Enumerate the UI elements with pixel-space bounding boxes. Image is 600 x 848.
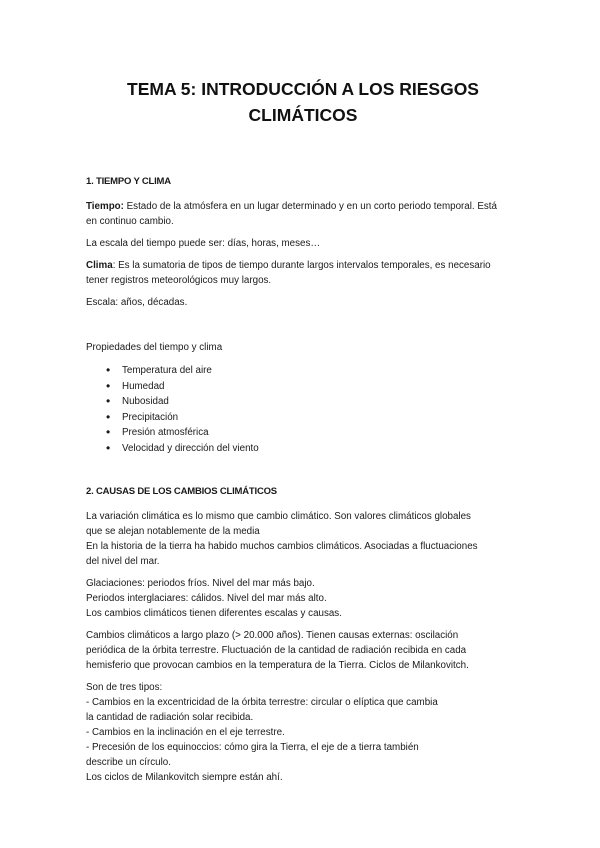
paragraph-line: - Cambios en la excentricidad de la órbita terrestre: circular o elíptica que cambia xyxy=(86,697,438,708)
escala-tiempo: La escala del tiempo puede ser: días, horas, meses… xyxy=(86,238,321,249)
paragraph-largo-plazo xyxy=(86,628,520,673)
section-heading-causas: 2. CAUSAS DE LOS CAMBIOS CLIMÁTICOS xyxy=(86,486,277,497)
list-item: • Precipitación xyxy=(106,410,520,426)
paragraph-line: Glaciaciones: periodos fríos. Nivel del mar más bajo. xyxy=(86,578,315,589)
clima-definition-text-2: tener registros meteorológicos muy largos. xyxy=(86,275,272,286)
paragraph-line: Periodos interglaciares: cálidos. Nivel del mar más alto. xyxy=(86,593,327,604)
properties-list xyxy=(86,363,520,456)
list-item: • Velocidad y dirección del viento xyxy=(106,441,520,457)
paragraph-line: - Precesión de los equinoccios: cómo gira la Tierra, el eje de a tierra también xyxy=(86,742,419,753)
section-heading-tiempo-clima: 1. TIEMPO Y CLIMA xyxy=(86,176,171,187)
clima-definition-text-1: : Es la sumatoria de tipos de tiempo durante largos intervalos temporales, es necesario xyxy=(112,260,491,271)
paragraph-line: Son de tres tipos: xyxy=(86,682,163,693)
page-title-line-2: CLIMÁTICOS xyxy=(248,105,358,125)
paragraph-tipos xyxy=(86,680,520,785)
paragraph-line: del nivel del mar. xyxy=(86,556,160,567)
paragraph-line: que se alejan notablemente de la media xyxy=(86,526,260,537)
tiempo-term: Tiempo: xyxy=(86,201,124,212)
properties-intro: Propiedades del tiempo y clima xyxy=(86,342,223,353)
list-item: • Presión atmosférica xyxy=(106,425,520,441)
paragraph-line: hemisferio que provocan cambios en la temperatura de la Tierra. Ciclos de Milankovitch. xyxy=(86,660,469,671)
tiempo-definition xyxy=(86,199,520,214)
tiempo-definition-text-1: Estado de la atmósfera en un lugar determinado y en un corto periodo temporal. Está xyxy=(123,201,497,212)
paragraph-line: la cantidad de radiación solar recibida. xyxy=(86,712,254,723)
tiempo-definition-text-2: en continuo cambio. xyxy=(86,216,174,227)
clima-term: Clima xyxy=(86,260,113,271)
paragraph-variacion xyxy=(86,509,520,569)
clima-definition xyxy=(86,258,520,273)
paragraph-line: Cambios climáticos a largo plazo (> 20.000 años). Tienen causas externas: oscilación xyxy=(86,630,459,641)
list-item: • Humedad xyxy=(106,379,520,395)
list-item: • Nubosidad xyxy=(106,394,520,410)
page-title-line-1: TEMA 5: INTRODUCCIÓN A LOS RIESGOS xyxy=(127,79,479,99)
list-item: • Temperatura del aire xyxy=(106,363,520,379)
page-title xyxy=(86,76,520,128)
paragraph-line: describe un círculo. xyxy=(86,757,171,768)
paragraph-line: periódica de la órbita terrestre. Fluctuación de la cantidad de radiación recibida en cada xyxy=(86,645,467,656)
paragraph-line: Los ciclos de Milankovitch siempre están ahí. xyxy=(86,772,283,783)
paragraph-line: - Cambios en la inclinación en el eje terrestre. xyxy=(86,727,285,738)
escala-clima: Escala: años, décadas. xyxy=(86,297,188,308)
paragraph-line: En la historia de la tierra ha habido muchos cambios climáticos. Asociadas a fluctuaciones xyxy=(86,541,478,552)
paragraph-line: Los cambios climáticos tienen diferentes escalas y causas. xyxy=(86,608,342,619)
paragraph-line: La variación climática es lo mismo que cambio climático. Son valores climáticos globales xyxy=(86,511,471,522)
paragraph-glaciaciones xyxy=(86,576,520,621)
